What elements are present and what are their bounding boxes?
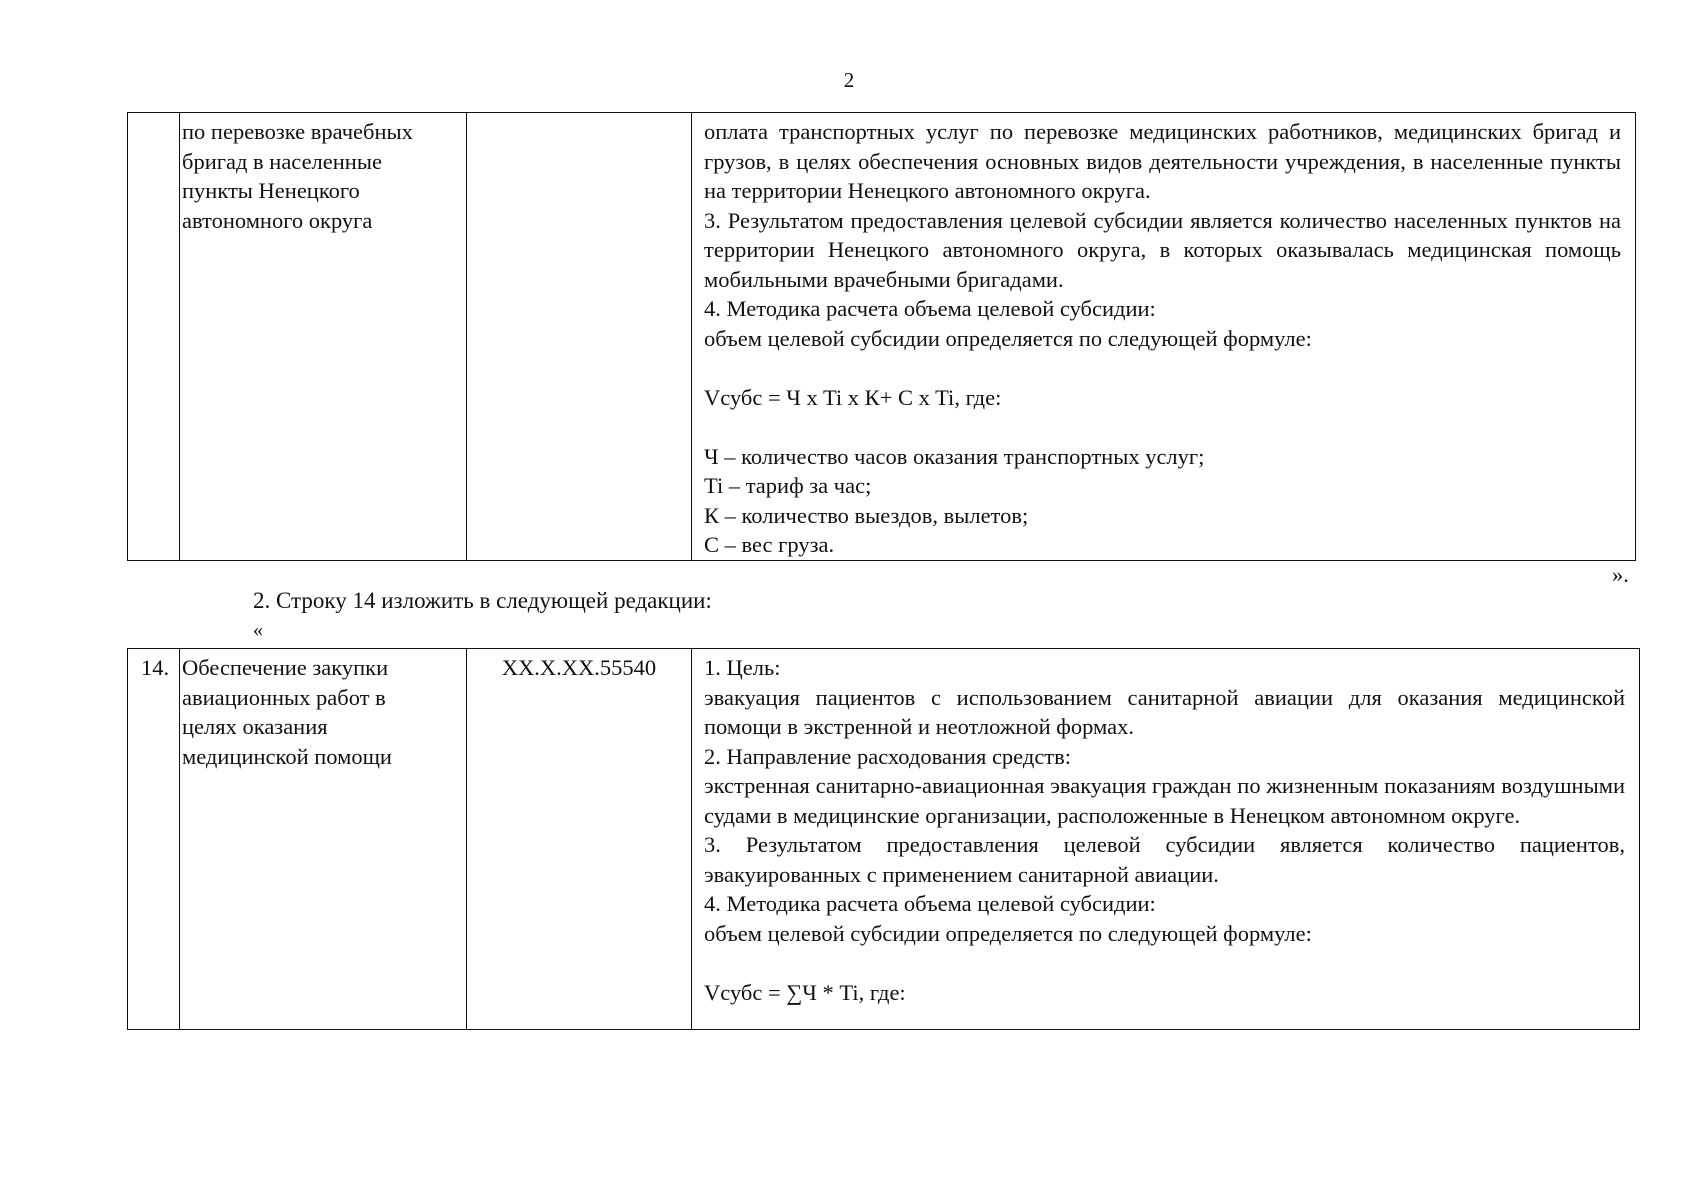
subsidy-description-cell: [692, 649, 1640, 1030]
description-heading: 1. Цель:: [704, 655, 781, 680]
description-paragraph: эвакуация пациентов с использованием санитарной авиации для оказания медицинской помощи в экстренной и неотложной формах.: [704, 684, 1625, 739]
subsidy-name-line: автономного округа: [182, 207, 373, 233]
description-paragraph: 3. Результатом предоставления целевой субсидии является количество пациентов, эвакуированных с применением санитарной авиации.: [704, 832, 1625, 887]
subsidy-name-cell: [180, 113, 467, 561]
subsidy-name-line: пункты Ненецкого: [182, 178, 360, 203]
subsidy-name-line: Обеспечение закупки: [182, 655, 389, 680]
description-paragraph: 4. Методика расчета объема целевой субсидии:: [704, 296, 1156, 321]
subsidy-code: XX.X.XX.55540: [501, 655, 657, 680]
row-number-cell: [128, 113, 180, 561]
row-number: [128, 113, 179, 117]
subsidy-code: [467, 113, 691, 117]
table-row: [128, 113, 1636, 561]
subsidy-name-line: по перевозке врачебных: [182, 119, 413, 144]
formula-legend-item: С – вес груза.: [704, 532, 835, 557]
blank-line: [704, 948, 1625, 978]
subsidy-name-line: бригад в населенные: [182, 148, 382, 174]
description-paragraph: оплата транспортных услуг по перевозке медицинских работников, медицинских бригад и грузов, в целях обеспечения основных видов деятельности учреждения, в населенные пункты на территории Ненецкого автономного округа.: [704, 119, 1621, 203]
subsidy-description-cell: [692, 113, 1636, 561]
subsidy-name-cell: [180, 649, 467, 1030]
subsidy-table-continuation: [127, 112, 1636, 561]
row-number-cell: [128, 649, 180, 1030]
subsidy-code-cell: [467, 113, 692, 561]
formula: Vсубс = ∑Ч * Ti, где:: [704, 979, 906, 1005]
row-number: 14.: [140, 655, 170, 680]
description-paragraph: объем целевой субсидии определяется по следующей формуле:: [704, 920, 1312, 946]
table-row: [128, 649, 1640, 1030]
page-number: 2: [843, 68, 855, 92]
subsidy-name-line: авиационных работ в: [182, 684, 386, 710]
formula-legend-item: Ч – количество часов оказания транспортных услуг;: [704, 443, 1205, 469]
description-heading: 2. Направление расходования средств:: [704, 743, 1072, 769]
closing-quote: ».: [1612, 562, 1629, 587]
description-paragraph: объем целевой субсидии определяется по следующей формуле:: [704, 325, 1312, 351]
subsidy-name-line: медицинской помощи: [182, 743, 392, 769]
blank-line: [704, 353, 1621, 383]
amendment-instruction: 2. Строку 14 изложить в следующей редакции:: [253, 588, 712, 613]
formula: Vсубс = Ч x Ti x К+ С x Ti, где:: [704, 384, 1002, 410]
formula-legend-item: К – количество выездов, вылетов;: [704, 502, 1029, 528]
description-paragraph: 3. Результатом предоставления целевой субсидии является количество населенных пунктов на территории Ненецкого автономного округа, в которых оказывалась медицинская помощь мобильными врачебными бригадами.: [704, 207, 1621, 292]
description-paragraph: экстренная санитарно-авиационная эвакуация граждан по жизненным показаниям воздушными судами в медицинские организации, расположенные в Ненецком автономном округе.: [704, 773, 1625, 828]
formula-legend-item: Ti – тариф за час;: [704, 473, 872, 498]
subsidy-table-row-14: [127, 648, 1640, 1030]
subsidy-name-line: целях оказания: [182, 714, 328, 739]
subsidy-code-cell: [467, 649, 692, 1030]
blank-line: [704, 412, 1621, 442]
description-heading: 4. Методика расчета объема целевой субсидии:: [704, 891, 1156, 916]
opening-quote: «: [253, 619, 263, 641]
